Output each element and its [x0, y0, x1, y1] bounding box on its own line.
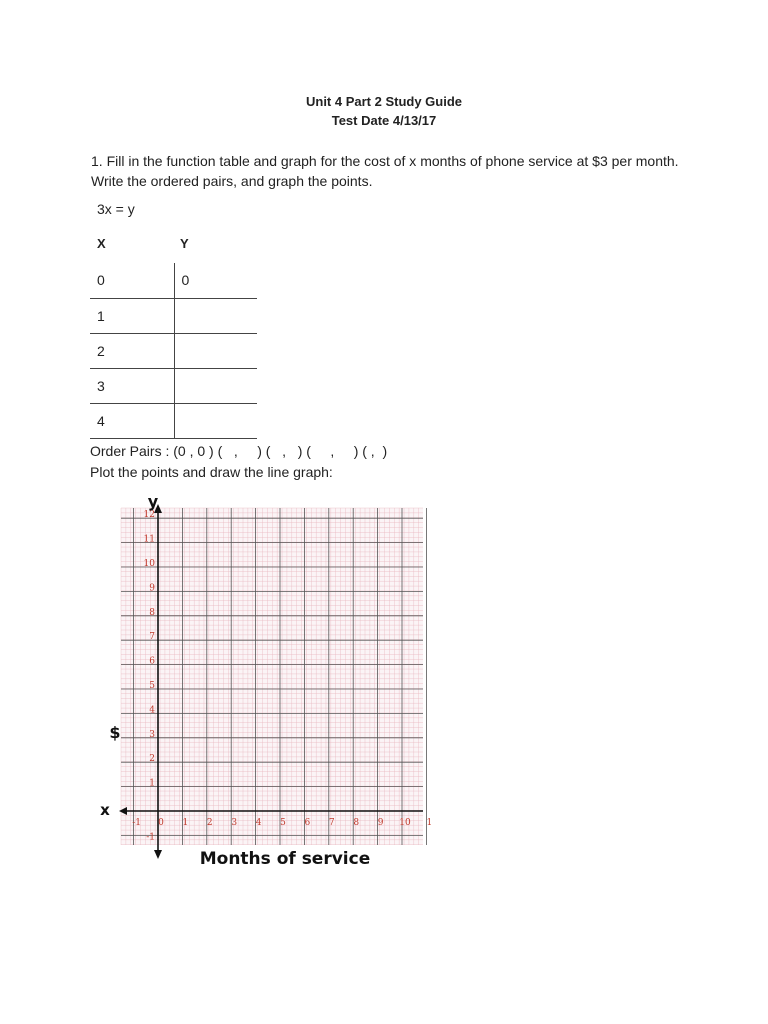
table-header-x: X	[97, 236, 106, 251]
y-tick-label: -1	[146, 832, 155, 843]
x-cell: 1	[90, 298, 174, 333]
table-row	[90, 263, 257, 298]
x-tick-label: 10	[399, 818, 411, 828]
x-cell: 0	[90, 263, 174, 298]
x-tick-label: 9	[377, 818, 384, 828]
y-tick-label: 11	[143, 534, 155, 545]
x-tick-label: 1	[182, 818, 189, 828]
table-row	[90, 403, 257, 438]
coordinate-grid-chart[interactable]	[95, 490, 435, 875]
x-cell: 2	[90, 333, 174, 368]
x-tick-label: 0	[158, 818, 164, 828]
plot-instruction: Plot the points and draw the line graph:	[90, 464, 333, 480]
y-cell[interactable]	[174, 368, 257, 403]
y-tick-label: 8	[149, 607, 155, 618]
ordered-pairs-line: Order Pairs : (0 , 0 ) ( , ) ( , ) ( , ) ( , )	[90, 443, 388, 459]
x-axis-label: Months of service	[199, 849, 371, 869]
y-tick-label: 12	[143, 510, 155, 521]
x-cell: 4	[90, 403, 174, 438]
y-tick-label: 1	[149, 778, 155, 789]
question-text: 1. Fill in the function table and graph for the cost of x months of phone service at $3 per month. Write the ordered pairs, and graph the points.	[91, 153, 679, 189]
document-title: Unit 4 Part 2 Study Guide	[305, 94, 463, 109]
y-tick-label: 7	[149, 632, 155, 643]
y-tick-label: 2	[149, 754, 155, 765]
table-row	[90, 368, 257, 403]
x-tick-label: 5	[280, 818, 286, 828]
x-tick-label: 7	[328, 818, 335, 828]
x-tick-label: 2	[206, 818, 213, 828]
y-axis-arrow-down-icon	[154, 850, 162, 859]
y-cell[interactable]	[174, 333, 257, 368]
function-equation: 3x = y	[97, 201, 135, 217]
x-tick-label: 4	[255, 818, 262, 828]
y-tick-label: 4	[149, 705, 155, 716]
table-header-y: Y	[180, 236, 189, 251]
y-axis-label: $	[109, 723, 121, 742]
y-cell[interactable]	[174, 298, 257, 333]
x-tick-label: 1	[426, 818, 433, 828]
y-cell[interactable]: 0	[181, 272, 190, 289]
x-tick-label: 3	[231, 818, 238, 828]
x-axis-letter: x	[100, 801, 110, 819]
test-date: Test Date 4/13/17	[331, 113, 437, 128]
y-cell[interactable]	[174, 403, 257, 438]
y-tick-label: 9	[149, 583, 155, 594]
y-tick-label: 10	[143, 559, 155, 569]
y-axis-letter: y	[147, 492, 159, 511]
y-tick-label: 6	[149, 656, 155, 667]
x-cell: 3	[90, 368, 174, 403]
y-tick-label: 5	[149, 681, 155, 691]
function-table	[90, 263, 257, 439]
table-row	[90, 333, 257, 368]
y-tick-label: 3	[149, 729, 155, 740]
x-tick-label: -1	[132, 818, 141, 828]
x-tick-label: 6	[304, 818, 311, 828]
x-tick-label: 8	[353, 818, 360, 828]
table-row	[90, 298, 257, 333]
